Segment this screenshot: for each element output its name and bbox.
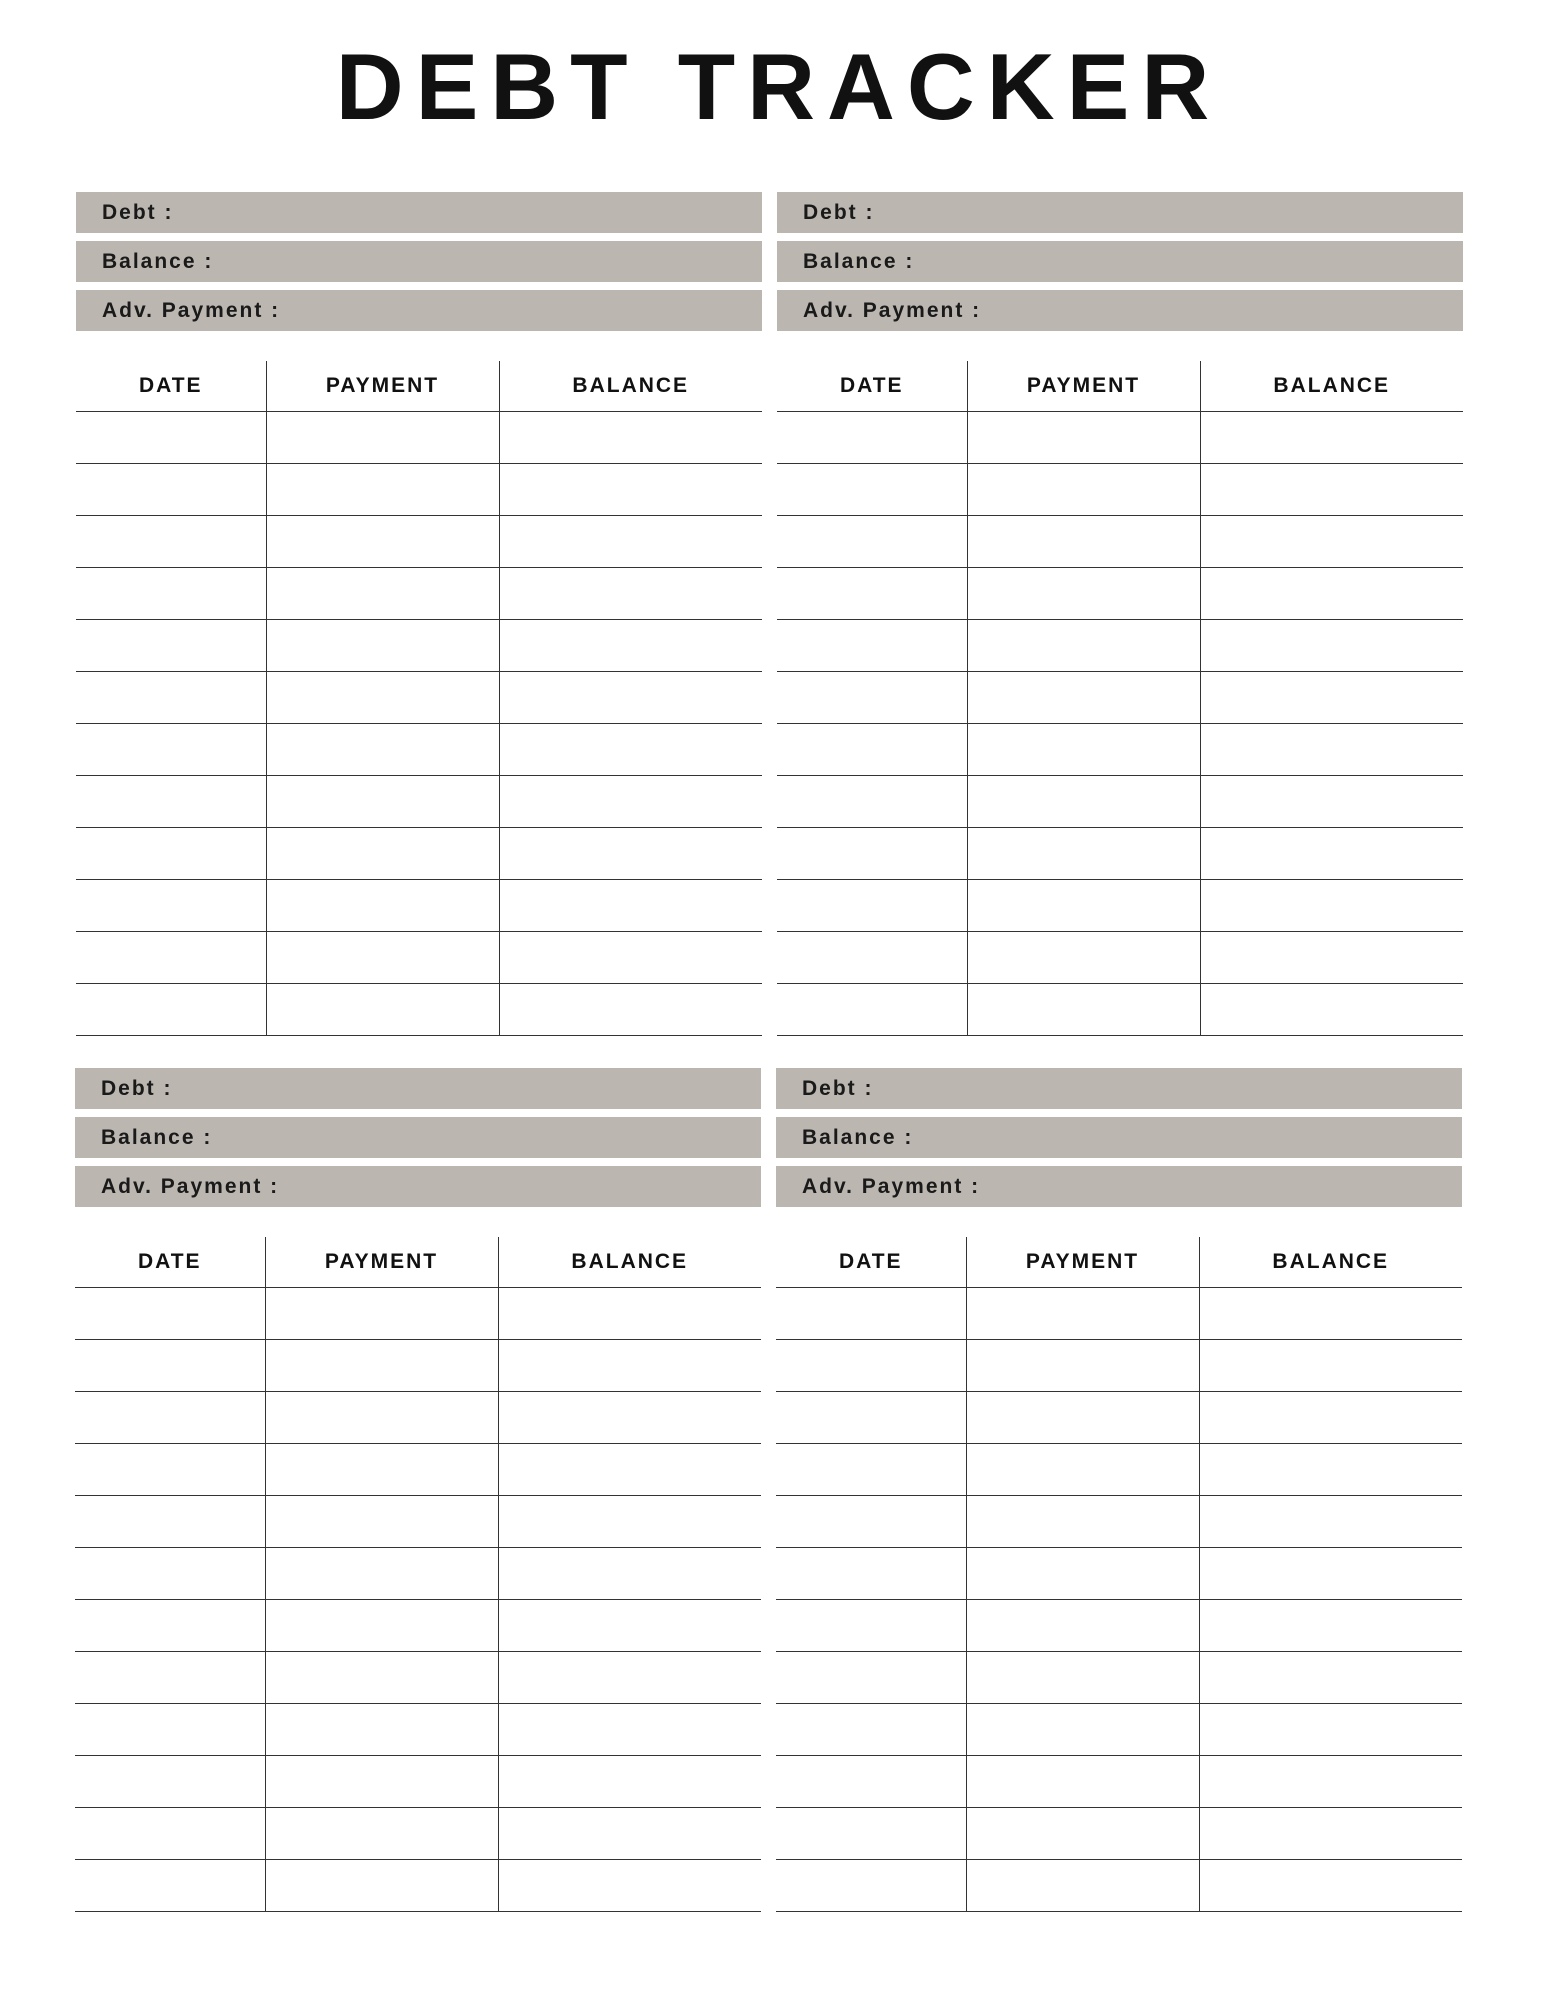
table-header-row [777, 361, 1463, 412]
date-cell[interactable] [776, 1340, 966, 1392]
balance-column-header: BALANCE [498, 1237, 761, 1288]
table-row [75, 1600, 761, 1652]
date-cell[interactable] [76, 464, 266, 516]
balance-cell[interactable] [499, 464, 762, 516]
debt-field[interactable]: Debt : [76, 192, 762, 233]
balance-cell[interactable] [1200, 620, 1463, 672]
payment-column-header: PAYMENT [967, 361, 1200, 412]
payment-cell[interactable] [265, 1600, 498, 1652]
payment-cell[interactable] [967, 620, 1200, 672]
date-cell[interactable] [777, 984, 967, 1036]
payment-cell[interactable] [265, 1860, 498, 1912]
payment-column-header: PAYMENT [265, 1237, 498, 1288]
balance-cell[interactable] [1199, 1652, 1462, 1704]
payment-cell[interactable] [265, 1392, 498, 1444]
table-row [777, 516, 1463, 568]
payment-cell[interactable] [265, 1652, 498, 1704]
date-cell[interactable] [776, 1756, 966, 1808]
balance-cell[interactable] [498, 1808, 761, 1860]
debt-tracker-top-left [76, 192, 762, 397]
balance-cell[interactable] [499, 620, 762, 672]
table-row [76, 880, 762, 932]
balance-cell[interactable] [1200, 724, 1463, 776]
date-cell[interactable] [75, 1756, 265, 1808]
payment-cell[interactable] [266, 984, 499, 1036]
date-cell[interactable] [777, 828, 967, 880]
adv-payment-field[interactable]: Adv. Payment : [76, 290, 762, 331]
date-cell[interactable] [75, 1808, 265, 1860]
table-row [777, 984, 1463, 1036]
debt-field[interactable]: Debt : [777, 192, 1463, 233]
balance-cell[interactable] [1200, 568, 1463, 620]
table-row [776, 1444, 1462, 1496]
date-cell[interactable] [777, 568, 967, 620]
adv-payment-field[interactable]: Adv. Payment : [75, 1166, 761, 1207]
adv-payment-field[interactable]: Adv. Payment : [776, 1166, 1462, 1207]
balance-cell[interactable] [1199, 1340, 1462, 1392]
balance-cell[interactable] [499, 880, 762, 932]
date-cell[interactable] [776, 1600, 966, 1652]
balance-cell[interactable] [1200, 984, 1463, 1036]
payment-cell[interactable] [266, 932, 499, 984]
date-column-header: DATE [75, 1237, 265, 1288]
payment-cell[interactable] [966, 1392, 1199, 1444]
payment-cell[interactable] [266, 724, 499, 776]
date-cell[interactable] [76, 932, 266, 984]
balance-cell[interactable] [498, 1860, 761, 1912]
date-cell[interactable] [76, 672, 266, 724]
date-cell[interactable] [776, 1444, 966, 1496]
payment-cell[interactable] [265, 1704, 498, 1756]
payment-cell[interactable] [265, 1756, 498, 1808]
table-row [75, 1756, 761, 1808]
table-row [76, 932, 762, 984]
payment-cell[interactable] [967, 724, 1200, 776]
date-cell[interactable] [776, 1288, 966, 1340]
table-row [777, 672, 1463, 724]
table-header-row [76, 361, 762, 412]
balance-field[interactable]: Balance : [75, 1117, 761, 1158]
date-cell[interactable] [776, 1548, 966, 1600]
payment-cell[interactable] [266, 516, 499, 568]
payment-cell[interactable] [966, 1288, 1199, 1340]
payment-column-header: PAYMENT [966, 1237, 1199, 1288]
balance-cell[interactable] [1199, 1548, 1462, 1600]
payment-cell[interactable] [966, 1600, 1199, 1652]
balance-cell[interactable] [498, 1652, 761, 1704]
table-row [777, 776, 1463, 828]
payment-cell[interactable] [265, 1808, 498, 1860]
debt-field[interactable]: Debt : [776, 1068, 1462, 1109]
payment-table [76, 361, 762, 1036]
payment-table [776, 1237, 1462, 1912]
table-row [777, 620, 1463, 672]
date-cell[interactable] [76, 724, 266, 776]
table-row [76, 828, 762, 880]
payment-table [75, 1237, 761, 1912]
balance-cell[interactable] [499, 776, 762, 828]
balance-cell[interactable] [1200, 516, 1463, 568]
balance-cell[interactable] [1199, 1704, 1462, 1756]
payment-cell[interactable] [266, 464, 499, 516]
table-row [75, 1392, 761, 1444]
balance-cell[interactable] [499, 672, 762, 724]
date-cell[interactable] [777, 776, 967, 828]
balance-cell[interactable] [498, 1704, 761, 1756]
debt-tracker-bottom-left [75, 1068, 761, 1273]
payment-cell[interactable] [966, 1444, 1199, 1496]
balance-cell[interactable] [1199, 1392, 1462, 1444]
payment-table [777, 361, 1463, 1036]
table-row [76, 724, 762, 776]
table-row [76, 568, 762, 620]
table-header-row [776, 1237, 1462, 1288]
table-row [777, 464, 1463, 516]
payment-cell[interactable] [966, 1756, 1199, 1808]
table-row [76, 412, 762, 464]
table-row [776, 1600, 1462, 1652]
table-row [75, 1288, 761, 1340]
date-cell[interactable] [75, 1652, 265, 1704]
date-cell[interactable] [75, 1704, 265, 1756]
table-row [776, 1392, 1462, 1444]
payment-cell[interactable] [265, 1444, 498, 1496]
balance-cell[interactable] [498, 1392, 761, 1444]
balance-cell[interactable] [499, 984, 762, 1036]
balance-cell[interactable] [1200, 776, 1463, 828]
payment-cell[interactable] [967, 776, 1200, 828]
balance-cell[interactable] [498, 1548, 761, 1600]
balance-cell[interactable] [499, 412, 762, 464]
table-row [75, 1496, 761, 1548]
table-row [75, 1548, 761, 1600]
table-row [777, 724, 1463, 776]
table-row [776, 1496, 1462, 1548]
date-cell[interactable] [76, 568, 266, 620]
table-row [75, 1444, 761, 1496]
table-row [75, 1860, 761, 1912]
date-cell[interactable] [777, 516, 967, 568]
balance-column-header: BALANCE [1199, 1237, 1462, 1288]
balance-cell[interactable] [499, 828, 762, 880]
date-cell[interactable] [777, 464, 967, 516]
date-cell[interactable] [777, 932, 967, 984]
table-row [776, 1808, 1462, 1860]
date-cell[interactable] [776, 1652, 966, 1704]
date-cell[interactable] [75, 1496, 265, 1548]
balance-cell[interactable] [1200, 932, 1463, 984]
balance-cell[interactable] [1199, 1600, 1462, 1652]
payment-cell[interactable] [266, 828, 499, 880]
table-row [776, 1860, 1462, 1912]
debt-tracker-top-right [777, 192, 1463, 397]
table-row [777, 568, 1463, 620]
balance-cell[interactable] [1199, 1756, 1462, 1808]
debt-tracker-bottom-right [776, 1068, 1462, 1273]
payment-cell[interactable] [266, 776, 499, 828]
date-cell[interactable] [76, 984, 266, 1036]
payment-cell[interactable] [966, 1340, 1199, 1392]
payment-cell[interactable] [967, 516, 1200, 568]
payment-cell[interactable] [266, 672, 499, 724]
table-row [777, 828, 1463, 880]
page-title: DEBT TRACKER [335, 34, 1222, 139]
payment-cell[interactable] [967, 984, 1200, 1036]
date-cell[interactable] [776, 1704, 966, 1756]
date-cell[interactable] [777, 672, 967, 724]
table-row [76, 672, 762, 724]
table-row [76, 516, 762, 568]
table-row [776, 1652, 1462, 1704]
payment-cell[interactable] [967, 412, 1200, 464]
balance-field[interactable]: Balance : [776, 1117, 1462, 1158]
balance-cell[interactable] [498, 1340, 761, 1392]
balance-cell[interactable] [1200, 828, 1463, 880]
payment-cell[interactable] [967, 880, 1200, 932]
payment-cell[interactable] [967, 932, 1200, 984]
balance-cell[interactable] [1200, 412, 1463, 464]
balance-cell[interactable] [1199, 1444, 1462, 1496]
payment-cell[interactable] [966, 1808, 1199, 1860]
balance-cell[interactable] [499, 932, 762, 984]
date-cell[interactable] [75, 1444, 265, 1496]
date-column-header: DATE [777, 361, 967, 412]
date-cell[interactable] [777, 620, 967, 672]
date-cell[interactable] [776, 1808, 966, 1860]
payment-cell[interactable] [265, 1548, 498, 1600]
table-row [777, 880, 1463, 932]
balance-cell[interactable] [498, 1756, 761, 1808]
payment-cell[interactable] [967, 568, 1200, 620]
balance-cell[interactable] [499, 724, 762, 776]
balance-cell[interactable] [1200, 464, 1463, 516]
payment-cell[interactable] [266, 412, 499, 464]
table-row [75, 1652, 761, 1704]
balance-column-header: BALANCE [1200, 361, 1463, 412]
date-cell[interactable] [777, 880, 967, 932]
table-row [776, 1704, 1462, 1756]
payment-cell[interactable] [967, 828, 1200, 880]
date-cell[interactable] [776, 1860, 966, 1912]
date-cell[interactable] [76, 412, 266, 464]
payment-cell[interactable] [966, 1652, 1199, 1704]
date-cell[interactable] [75, 1860, 265, 1912]
balance-cell[interactable] [498, 1444, 761, 1496]
date-cell[interactable] [75, 1288, 265, 1340]
table-row [776, 1756, 1462, 1808]
balance-cell[interactable] [498, 1600, 761, 1652]
date-cell[interactable] [76, 880, 266, 932]
table-row [776, 1340, 1462, 1392]
table-row [75, 1704, 761, 1756]
table-row [776, 1288, 1462, 1340]
date-cell[interactable] [76, 828, 266, 880]
date-column-header: DATE [776, 1237, 966, 1288]
table-row [76, 620, 762, 672]
balance-cell[interactable] [1200, 672, 1463, 724]
payment-cell[interactable] [967, 464, 1200, 516]
balance-cell[interactable] [1199, 1288, 1462, 1340]
payment-cell[interactable] [265, 1496, 498, 1548]
debt-field[interactable]: Debt : [75, 1068, 761, 1109]
balance-cell[interactable] [1200, 880, 1463, 932]
balance-cell[interactable] [499, 568, 762, 620]
table-row [75, 1808, 761, 1860]
payment-cell[interactable] [266, 880, 499, 932]
date-cell[interactable] [776, 1496, 966, 1548]
table-row [76, 984, 762, 1036]
balance-column-header: BALANCE [499, 361, 762, 412]
payment-cell[interactable] [966, 1548, 1199, 1600]
table-row [777, 412, 1463, 464]
date-cell[interactable] [75, 1600, 265, 1652]
balance-cell[interactable] [498, 1288, 761, 1340]
table-row [76, 464, 762, 516]
balance-cell[interactable] [499, 516, 762, 568]
balance-cell[interactable] [498, 1496, 761, 1548]
date-cell[interactable] [75, 1392, 265, 1444]
balance-field[interactable]: Balance : [777, 241, 1463, 282]
table-header-row [75, 1237, 761, 1288]
date-cell[interactable] [776, 1392, 966, 1444]
table-row [777, 932, 1463, 984]
table-row [76, 776, 762, 828]
date-cell[interactable] [777, 724, 967, 776]
date-cell[interactable] [75, 1340, 265, 1392]
payment-cell[interactable] [265, 1340, 498, 1392]
balance-cell[interactable] [1199, 1808, 1462, 1860]
payment-column-header: PAYMENT [266, 361, 499, 412]
date-cell[interactable] [777, 412, 967, 464]
payment-cell[interactable] [266, 620, 499, 672]
payment-cell[interactable] [966, 1496, 1199, 1548]
date-cell[interactable] [76, 620, 266, 672]
date-cell[interactable] [76, 776, 266, 828]
balance-cell[interactable] [1199, 1496, 1462, 1548]
balance-cell[interactable] [1199, 1860, 1462, 1912]
payment-cell[interactable] [966, 1704, 1199, 1756]
date-column-header: DATE [76, 361, 266, 412]
payment-cell[interactable] [967, 672, 1200, 724]
date-cell[interactable] [75, 1548, 265, 1600]
payment-cell[interactable] [266, 568, 499, 620]
payment-cell[interactable] [966, 1860, 1199, 1912]
balance-field[interactable]: Balance : [76, 241, 762, 282]
payment-cell[interactable] [265, 1288, 498, 1340]
table-row [75, 1340, 761, 1392]
date-cell[interactable] [76, 516, 266, 568]
adv-payment-field[interactable]: Adv. Payment : [777, 290, 1463, 331]
table-row [776, 1548, 1462, 1600]
